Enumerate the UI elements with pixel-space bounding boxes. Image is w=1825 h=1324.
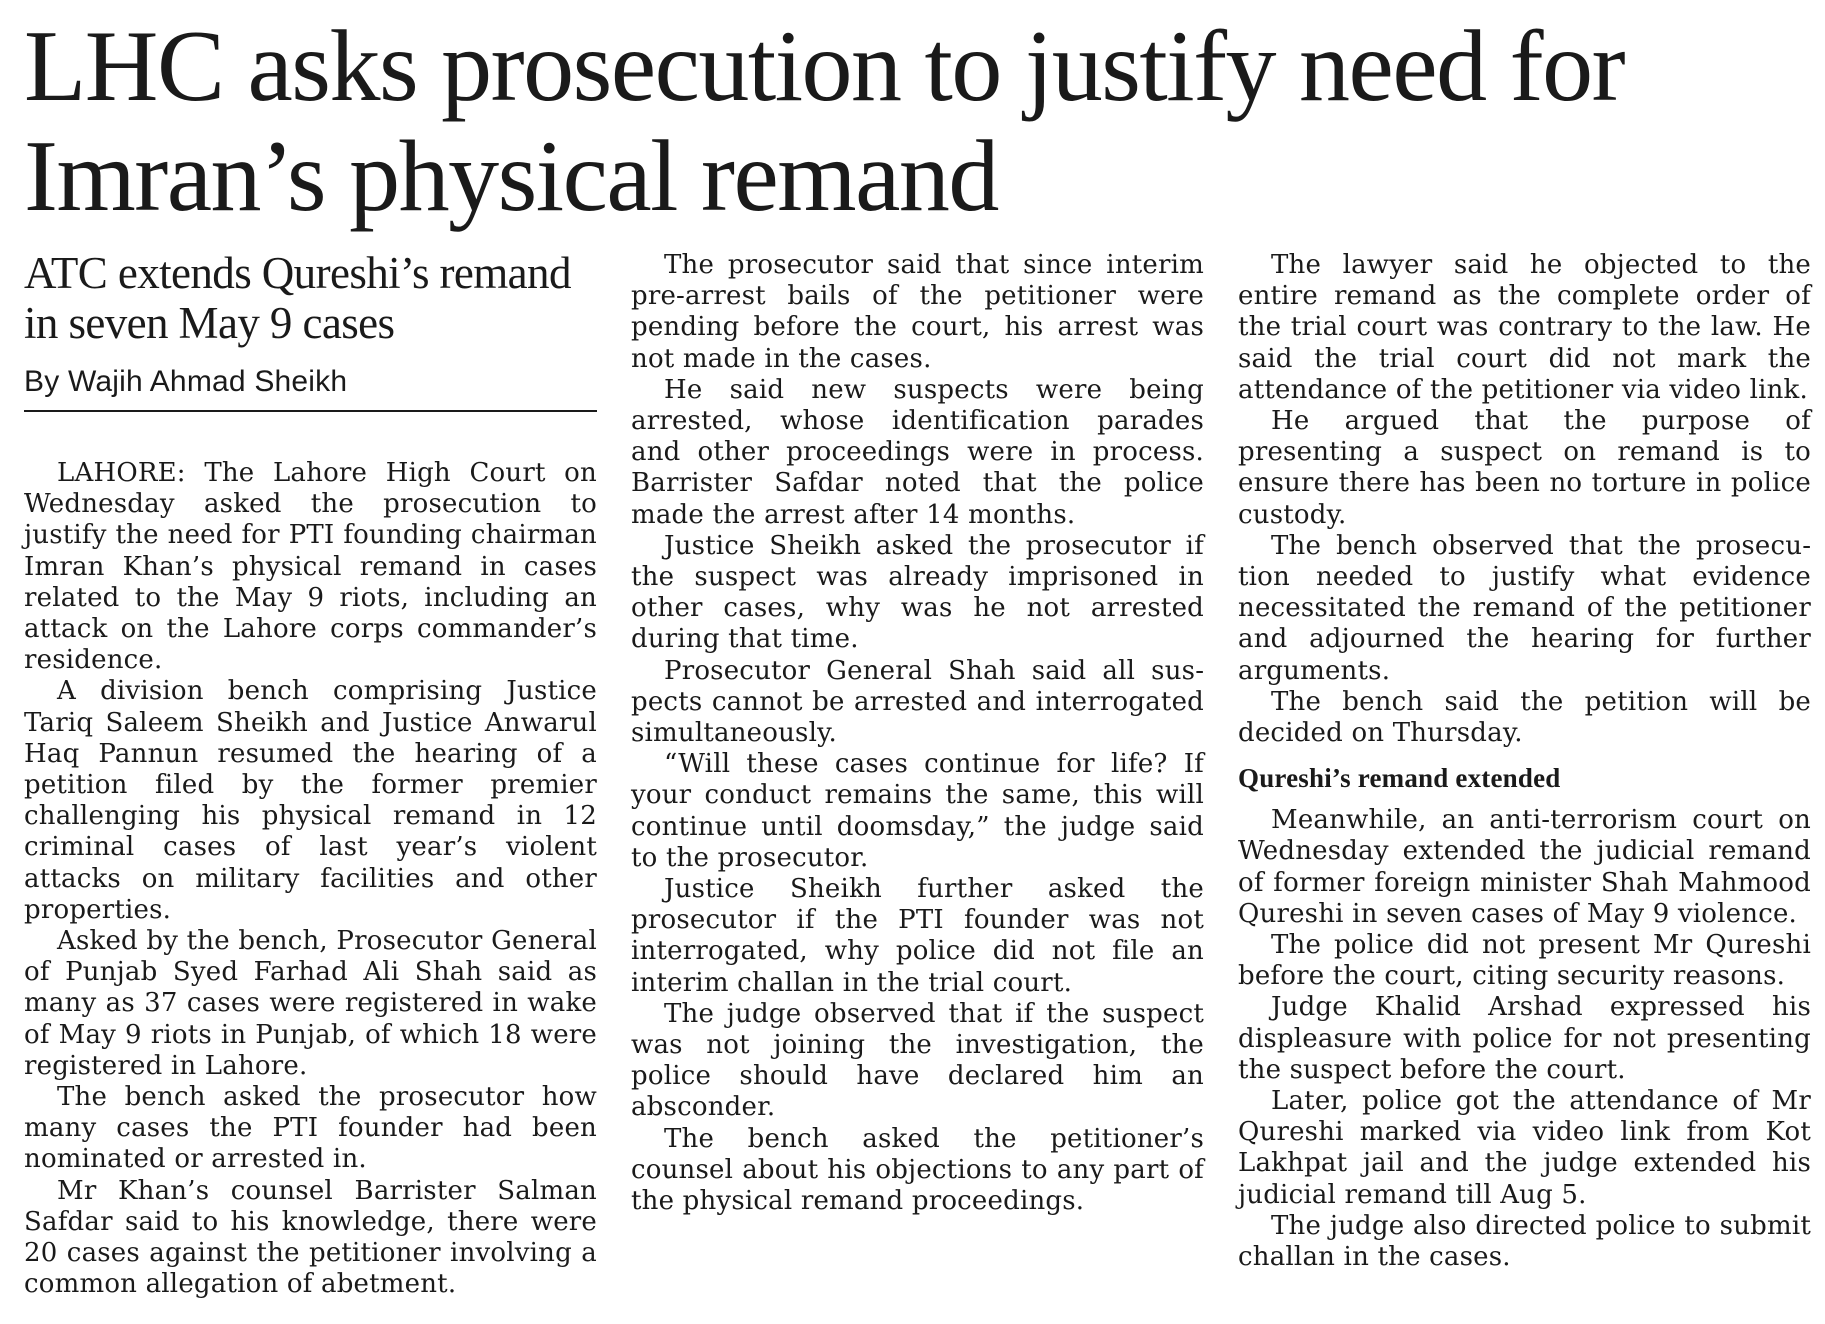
paragraph: A division bench comprising Justice Tariq Saleem Sheikh and Justice Anwarul Haq Pannun resumed the hearing of a petition filed by the former premier challenging his physical remand in 12 criminal cases of last year’s violent attacks on military facilities and other properties. [24, 676, 597, 925]
paragraph: He said new suspects were being arrested, whose identification parades and other proceedings were in process. Barrister Safdar noted that the police made the arrest after 14 months. [631, 374, 1204, 530]
paragraph: Later, police got the attendance of Mr Qureshi marked via video link from Kot Lakhpat jail and the judge extended his judicial remand till Aug 5. [1238, 1086, 1811, 1210]
paragraph: The lawyer said he objected to the entire remand as the complete order of the trial court was contrary to the law. He said the trial court did not mark the attendance of the petitioner via video link. [1238, 250, 1811, 405]
paragraph: Asked by the bench, Prosecutor General of Punjab Syed Farhad Ali Shah said as many as 37 cases were registered in wake of May 9 riots in Punjab, of which 18 were registered in Lahore. [24, 926, 597, 1081]
paragraph: The bench observed that the prosecution needed to justify what evidence necessitated the remand of the petitioner and adjourned the hearing for further arguments. [1238, 530, 1811, 686]
paragraph: The bench asked the prosecutor how many cases the PTI founder had been nominated or arrested in. [24, 1082, 597, 1175]
paragraph: Justice Sheikh asked the prosecutor if the suspect was already imprisoned in other cases, why was he not arrested during that time. [631, 530, 1204, 655]
column-3 [1238, 250, 1811, 1273]
paragraph: The bench asked the petitioner’s counsel about his objections to any part of the physical remand proceedings. [631, 1123, 1204, 1217]
paragraph: He argued that the purpose of presenting a suspect on remand is to ensure there has been no torture in police custody. [1238, 406, 1811, 530]
paragraph: Judge Khalid Arshad expressed his displeasure with police for not presenting the suspect before the court. [1238, 992, 1811, 1085]
paragraph: Prosecutor General Shah said all suspects cannot be arrested and interrogated simultaneously. [631, 655, 1204, 749]
headline: LHC asks prosecution to justify need for Imran’s physical remand [24, 10, 1625, 233]
paragraph: The prosecutor said that since interim pre-arrest bails of the petitioner were pending before the court, his arrest was not made in the cases. [631, 250, 1204, 374]
paragraph: “Will these cases continue for life? If your conduct remains the same, this will continue until doomsday,” the judge said to the prosecutor. [631, 749, 1204, 873]
paragraph: Mr Khan’s counsel Barrister Salman Safdar said to his knowledge, there were 20 cases against the petitioner involving a common allegation of abetment. [24, 1175, 597, 1300]
subheadline: ATC extends Qureshi’s remand in seven May 9 cases [24, 248, 571, 348]
crosshead: Qureshi’s remand extended [1238, 763, 1561, 794]
column-1 [24, 248, 597, 1300]
paragraph: Meanwhile, an anti-terrorism court on Wednesday extended the judicial remand of former foreign minister Shah Mahmood Qureshi in seven cases of May 9 violence. [1238, 805, 1811, 929]
byline: By Wajih Ahmad Sheikh [24, 364, 597, 412]
paragraph: The police did not present Mr Qureshi before the court, citing security reasons. [1238, 930, 1811, 992]
paragraph: The bench said the petition will be decided on Thursday. [1238, 686, 1811, 749]
paragraph: LAHORE: The Lahore High Court on Wednesday asked the prosecution to justify the need for PTI founding chairman Imran Khan’s physical remand in cases related to the May 9 riots, including an attack on the Lahore corps commander’s residence. [24, 458, 597, 676]
paragraph: Justice Sheikh further asked the prosecutor if the PTI founder was not interrogated, why police did not file an interim challan in the trial court. [631, 874, 1204, 998]
paragraph: The judge observed that if the suspect was not joining the investigation, the police should have declared him an absconder. [631, 998, 1204, 1123]
paragraph: The judge also directed police to submit challan in the cases. [1238, 1210, 1811, 1273]
column-2 [631, 250, 1204, 1217]
